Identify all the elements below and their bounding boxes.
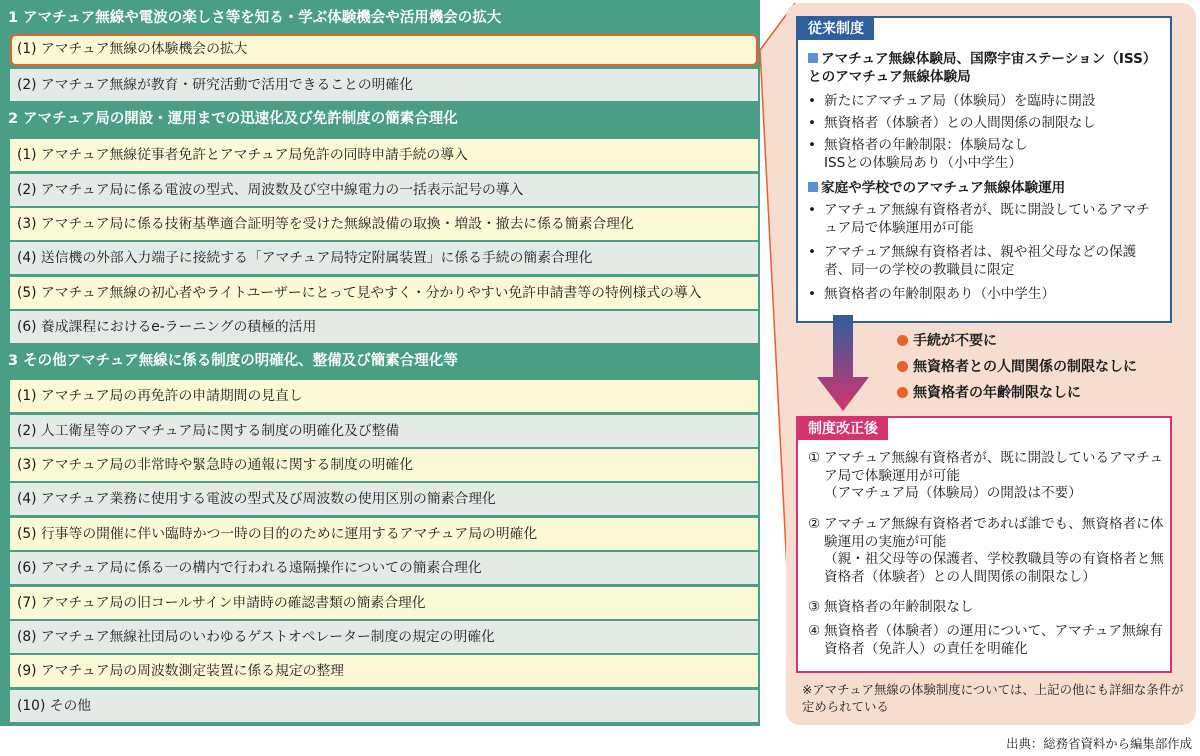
section-3-item-2[interactable]: (2) 人工衛星等のアマチュア局に関する制度の明確化及び整備 (10, 415, 758, 447)
old-system-box (796, 16, 1172, 323)
section-3-item-8[interactable]: (8) アマチュア無線社団局のいわゆるゲストオペレーター制度の規定の明確化 (10, 621, 758, 653)
orange-dot-icon (897, 361, 908, 372)
old-system-title: 従来制度 (798, 18, 874, 40)
new-system-title: 制度改正後 (798, 418, 888, 440)
section-3-item-10[interactable]: (10) その他 (10, 690, 758, 722)
new-item-4: ④ 無資格者（体験者）の運用について、アマチュア無線有資格者（免許人）の責任を明確化 (808, 623, 1163, 657)
change-point-1: 手続が不要に (897, 330, 997, 352)
section-3-item-7[interactable]: (7) アマチュア局の旧コールサイン申請時の確認書類の簡素合理化 (10, 587, 758, 619)
section-2-item-5[interactable]: (5) アマチュア無線の初心者やライトユーザーにとって見やすく・分かりやすい免許申請書等の特例様式の導入 (10, 277, 758, 309)
old-group-2-heading: 家庭や学校でのアマチュア無線体験運用 (808, 179, 1065, 197)
section-3-item-6[interactable]: (6) アマチュア局に係る一の構内で行われる遠隔操作についての簡素合理化 (10, 552, 758, 584)
old-group-1-bullet-3: • 無資格者の年齢制限：体験局なし ISSとの体験局あり（小中学生） (808, 137, 1028, 171)
old-group-1-bullet-2: • 無資格者（体験者）との人間関係の制限なし (808, 115, 1096, 131)
square-bullet-icon (808, 182, 818, 192)
new-item-2: ② アマチュア無線有資格者であれば誰でも、無資格者に体験運用の実施が可能 （親・祖父母等の保護者、学校教職員等の有資格者と無資格者（体験者）との人間関係の制限なし） (808, 516, 1164, 585)
orange-dot-icon (897, 387, 908, 398)
section-2-item-2[interactable]: (2) アマチュア局に係る電波の型式、周波数及び空中線電力の一括表示記号の導入 (10, 174, 758, 206)
new-system-box (796, 416, 1172, 673)
old-group-2-bullet-1: • アマチュア無線有資格者が、既に開設しているアマチュア局で体験運用が可能 (808, 202, 1150, 236)
change-point-2: 無資格者との人間関係の制限なしに (897, 356, 1137, 378)
square-bullet-icon (808, 53, 818, 63)
new-item-3: ③ 無資格者の年齢制限なし (808, 599, 974, 615)
section-2-item-3[interactable]: (3) アマチュア局に係る技術基準適合証明等を受けた無線設備の取換・増設・撤去に係る簡素合理化 (10, 208, 758, 240)
section-3-item-5[interactable]: (5) 行事等の開催に伴い臨時かつ一時の目的のために運用するアマチュア局の明確化 (10, 518, 758, 550)
section-1-title: 1 アマチュア無線や電波の楽しさ等を知る・学ぶ体験機会や活用機会の拡大 (8, 10, 502, 26)
section-1-item-2[interactable]: (2) アマチュア無線が教育・研究活動で活用できることの明確化 (10, 69, 758, 101)
source-credit: 出典：総務省資料から編集部作成 (1006, 736, 1192, 751)
change-point-3: 無資格者の年齢制限なしに (897, 382, 1081, 404)
section-2-item-1[interactable]: (1) アマチュア無線従事者免許とアマチュア局免許の同時申請手続の導入 (10, 139, 758, 171)
orange-dot-icon (897, 335, 908, 346)
old-group-1-bullet-1: • 新たにアマチュア局（体験局）を臨時に開設 (808, 93, 1096, 109)
section-2-item-4[interactable]: (4) 送信機の外部入力端子に接続する「アマチュア局特定附属装置」に係る手続の簡素合理化 (10, 242, 758, 274)
old-group-1-heading: アマチュア無線体験局、国際宇宙ステーション（ISS）とのアマチュア無線体験局 (808, 51, 1157, 85)
down-arrow-icon (815, 315, 871, 413)
footnote: ※アマチュア無線の体験制度については、上記の他にも詳細な条件が定められている (802, 682, 1184, 714)
section-3-item-9[interactable]: (9) アマチュア局の周波数測定装置に係る規定の整理 (10, 655, 758, 687)
section-3-item-1[interactable]: (1) アマチュア局の再免許の申請期間の見直し (10, 380, 758, 412)
section-2-item-6[interactable]: (6) 養成課程におけるe-ラーニングの積極的活用 (10, 311, 758, 343)
section-3-item-3[interactable]: (3) アマチュア局の非常時や緊急時の通報に関する制度の明確化 (10, 449, 758, 481)
old-group-2-bullet-2: • アマチュア無線有資格者は、親や祖父母などの保護者、同一の学校の教職員に限定 (808, 244, 1137, 278)
section-1-item-1[interactable]: (1) アマチュア無線の体験機会の拡大 (10, 34, 758, 66)
section-2-title: 2 アマチュア局の開設・運用までの迅速化及び免許制度の簡素合理化 (8, 111, 458, 127)
section-3-item-4[interactable]: (4) アマチュア業務に使用する電波の型式及び周波数の使用区別の簡素合理化 (10, 483, 758, 515)
section-3-title: 3 その他アマチュア無線に係る制度の明確化、整備及び簡素合理化等 (8, 353, 458, 369)
old-group-2-bullet-3: • 無資格者の年齢制限あり（小中学生） (808, 286, 1056, 302)
new-item-1: ① アマチュア無線有資格者が、既に開設しているアマチュア局で体験運用が可能 （アマチュア局（体験局）の開設は不要） (808, 450, 1164, 501)
